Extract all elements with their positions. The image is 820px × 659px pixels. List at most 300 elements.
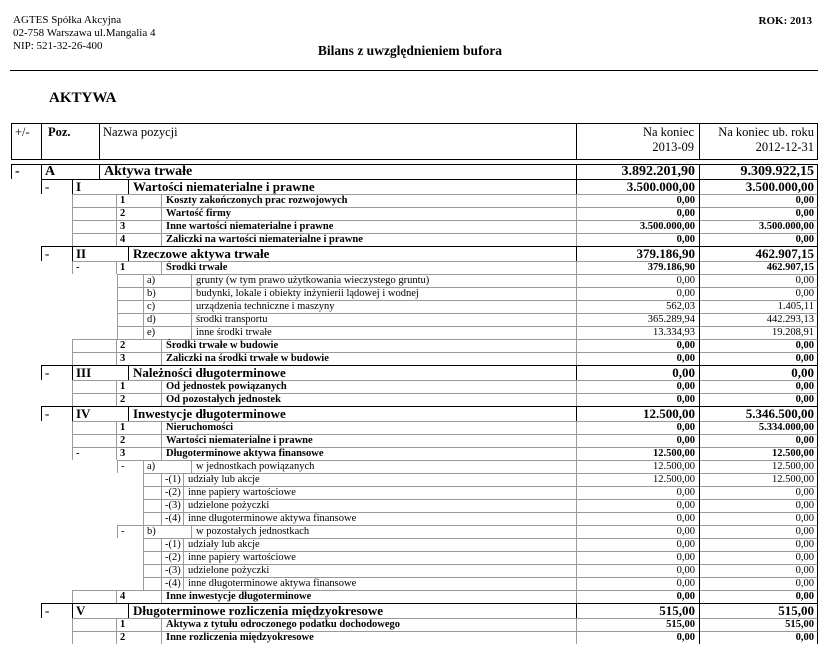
row-value-previous: 0,00 — [795, 275, 814, 286]
row-value-current: 12.500,00 — [653, 461, 695, 472]
header-name: Nazwa pozycji — [103, 125, 178, 139]
row-code: 2 — [120, 340, 126, 351]
row-label: Inwestycje długoterminowe — [133, 406, 286, 421]
table-row — [11, 406, 818, 421]
sep-label — [161, 380, 162, 393]
sep-code — [116, 421, 117, 434]
sep-code — [116, 393, 117, 406]
sep-label — [183, 551, 184, 564]
sep-label — [191, 313, 192, 326]
row-value-current: 13.334,93 — [653, 327, 695, 338]
sep-label — [183, 486, 184, 499]
row-code: -(3) — [165, 565, 181, 576]
row-code: -(4) — [165, 578, 181, 589]
report-year: ROK: 2013 — [758, 15, 812, 27]
row-label: Zaliczki na wartości niematerialne i prawne — [166, 234, 363, 245]
sep-label — [99, 164, 100, 179]
header-sign: +/- — [15, 125, 30, 139]
row-label: w pozostałych jednostkach — [196, 526, 310, 537]
sep-label — [161, 352, 162, 365]
row-sign — [121, 274, 142, 287]
table-row — [11, 380, 818, 393]
row-value-current: 0,00 — [676, 513, 695, 524]
row-label: Inne wartości niematerialne i prawne — [166, 221, 334, 232]
sep-code — [116, 434, 117, 447]
row-value-current: 12.500,00 — [653, 474, 695, 485]
table-row — [11, 246, 818, 261]
row-label: udziały lub akcje — [188, 474, 260, 485]
row-code: I — [76, 179, 82, 194]
row-value-current: 0,00 — [676, 632, 695, 643]
table-row — [11, 603, 818, 618]
row-label: w jednostkach powiązanych — [196, 461, 315, 472]
table-row — [11, 421, 818, 434]
sep-code — [161, 473, 162, 486]
row-sign: - — [76, 448, 80, 459]
row-value-current: 379.186,90 — [647, 262, 695, 273]
sep-code — [161, 564, 162, 577]
balance-table — [11, 123, 818, 659]
row-sign — [147, 564, 160, 577]
row-label: Długoterminowe aktywa finansowe — [166, 448, 324, 459]
row-value-previous: 0,00 — [795, 340, 814, 351]
row-label: Inne inwestycje długoterminowe — [166, 591, 312, 602]
table-row — [11, 551, 818, 564]
sep-label — [183, 564, 184, 577]
sep-code — [143, 460, 144, 473]
row-value-previous: 0,00 — [795, 381, 814, 392]
row-value-previous: 0,00 — [795, 578, 814, 589]
row-value-previous: 12.500,00 — [772, 461, 814, 472]
sep-label — [183, 538, 184, 551]
row-code: a) — [147, 461, 156, 472]
row-sign: - — [45, 406, 50, 421]
row-sign — [76, 421, 115, 434]
row-label: Koszty zakończonych prac rozwojowych — [166, 195, 348, 206]
row-label: Nieruchomości — [166, 422, 234, 433]
header-col1-line2: 2013-09 — [652, 140, 694, 154]
row-value-current: 0,00 — [676, 208, 695, 219]
row-code: III — [76, 365, 92, 380]
sep-label — [161, 434, 162, 447]
sep-code — [72, 406, 73, 421]
table-row — [11, 207, 818, 220]
row-sign — [76, 590, 115, 603]
row-value-previous: 0,00 — [795, 500, 814, 511]
row-code: 3 — [120, 353, 126, 364]
row-label: udzielone pożyczki — [188, 500, 270, 511]
row-sign — [147, 473, 160, 486]
row-value-previous: 0,00 — [795, 539, 814, 550]
sep-label — [161, 339, 162, 352]
row-code: 3 — [120, 221, 126, 232]
row-sign: - — [76, 262, 80, 273]
row-label: inne środki trwałe — [196, 327, 272, 338]
sep-code — [116, 447, 117, 460]
row-value-previous: 5.334.000,00 — [758, 422, 814, 433]
row-sign — [121, 313, 142, 326]
row-code: 4 — [120, 591, 126, 602]
row-value-previous: 0,00 — [795, 353, 814, 364]
row-sign: - — [45, 179, 50, 194]
sep-code — [116, 618, 117, 631]
row-value-previous: 0,00 — [795, 526, 814, 537]
header-sep-pos — [99, 123, 100, 159]
row-value-current: 365.289,94 — [647, 314, 695, 325]
row-label: budynki, lokale i obiekty inżynierii lądowej i wodnej — [196, 288, 419, 299]
sep-label — [128, 246, 129, 261]
sep-code — [116, 233, 117, 246]
row-sign — [76, 207, 115, 220]
row-value-current: 3.500.000,00 — [626, 179, 695, 194]
table-row — [11, 261, 818, 274]
row-value-current: 0,00 — [676, 275, 695, 286]
table-row — [11, 339, 818, 352]
table-row — [11, 233, 818, 246]
row-label: Inne rozliczenia międzyokresowe — [166, 632, 314, 643]
row-value-current: 3.500.000,00 — [639, 221, 695, 232]
row-value-current: 0,00 — [676, 500, 695, 511]
table-row — [11, 274, 818, 287]
sep-code — [161, 486, 162, 499]
sep-label — [191, 460, 192, 473]
row-label: Aktywa trwałe — [104, 164, 193, 179]
table-row — [11, 393, 818, 406]
table-row — [11, 287, 818, 300]
row-sign — [76, 618, 115, 631]
row-sign — [76, 220, 115, 233]
table-row — [11, 577, 818, 590]
table-row — [11, 631, 818, 644]
row-value-previous: 462.907,15 — [755, 246, 814, 261]
sep-code — [143, 313, 144, 326]
sep-code — [116, 220, 117, 233]
sep-code — [161, 551, 162, 564]
row-sign — [76, 352, 115, 365]
row-label: Od jednostek powiązanych — [166, 381, 287, 392]
row-code: b) — [147, 288, 156, 299]
sep-code — [116, 590, 117, 603]
sep-label — [191, 300, 192, 313]
row-value-current: 562,03 — [666, 301, 695, 312]
sep-code — [72, 365, 73, 380]
row-value-current: 515,00 — [659, 603, 695, 618]
sep-code — [143, 525, 144, 538]
sep-code — [72, 603, 73, 618]
row-code: IV — [76, 406, 91, 421]
row-value-previous: 0,00 — [795, 552, 814, 563]
row-sign — [76, 233, 115, 246]
sep-code — [72, 246, 73, 261]
row-label: Środki trwałe — [166, 262, 228, 273]
row-value-current: 0,00 — [676, 422, 695, 433]
sep-code — [116, 631, 117, 644]
row-sign — [76, 631, 115, 644]
sep-code — [161, 538, 162, 551]
sep-code — [116, 339, 117, 352]
row-value-previous: 1.405,11 — [777, 301, 814, 312]
row-code: c) — [147, 301, 156, 312]
row-sign — [76, 434, 115, 447]
sep-label — [161, 233, 162, 246]
row-value-previous: 3.500.000,00 — [745, 179, 814, 194]
row-value-current: 12.500,00 — [653, 448, 695, 459]
sep-code — [143, 300, 144, 313]
table-row — [11, 194, 818, 207]
row-value-previous: 0,00 — [795, 234, 814, 245]
row-value-previous: 0,00 — [791, 365, 814, 380]
row-label: Wartości niematerialne i prawne — [166, 435, 313, 446]
row-value-previous: 0,00 — [795, 513, 814, 524]
row-code: 1 — [120, 619, 126, 630]
row-code: 1 — [120, 422, 126, 433]
table-row — [11, 460, 818, 473]
row-code: b) — [147, 526, 156, 537]
table-row — [11, 352, 818, 365]
row-value-current: 3.892.201,90 — [621, 164, 695, 179]
row-code: 2 — [120, 208, 126, 219]
header-pos: Poz. — [48, 125, 71, 139]
row-sign — [121, 326, 142, 339]
row-sign: - — [45, 603, 50, 618]
row-value-current: 0,00 — [676, 195, 695, 206]
sep-code — [116, 261, 117, 274]
header-col2-line1: Na koniec ub. roku — [718, 125, 814, 139]
row-value-current: 0,00 — [676, 435, 695, 446]
row-sign — [76, 194, 115, 207]
table-row — [11, 365, 818, 380]
row-sign: - — [15, 164, 20, 179]
row-value-previous: 19.208,91 — [772, 327, 814, 338]
sep-code — [41, 164, 42, 179]
row-value-previous: 515,00 — [778, 603, 814, 618]
sep-label — [161, 631, 162, 644]
row-code: e) — [147, 327, 156, 338]
row-code: 2 — [120, 632, 126, 643]
row-value-current: 0,00 — [676, 565, 695, 576]
row-code: 2 — [120, 394, 126, 405]
sep-code — [161, 577, 162, 590]
row-value-previous: 0,00 — [795, 565, 814, 576]
sep-label — [191, 287, 192, 300]
sep-label — [183, 473, 184, 486]
table-row — [11, 525, 818, 538]
row-label: środki transportu — [196, 314, 268, 325]
row-sign — [76, 393, 115, 406]
row-label: Należności długoterminowe — [133, 365, 286, 380]
row-sign — [76, 380, 115, 393]
row-sign: - — [45, 246, 50, 261]
row-code: -(1) — [165, 539, 181, 550]
row-code: 1 — [120, 262, 126, 273]
row-label: Wartości niematerialne i prawne — [133, 179, 315, 194]
row-value-current: 0,00 — [676, 288, 695, 299]
table-row — [11, 313, 818, 326]
sep-label — [161, 194, 162, 207]
sep-label — [183, 577, 184, 590]
header-col2-line2: 2012-12-31 — [755, 140, 814, 154]
sep-label — [128, 406, 129, 421]
table-row — [11, 447, 818, 460]
row-value-current: 12.500,00 — [643, 406, 695, 421]
row-label: inne długoterminowe aktywa finansowe — [188, 513, 357, 524]
row-code: -(3) — [165, 500, 181, 511]
row-code: II — [76, 246, 87, 261]
row-value-previous: 462.907,15 — [766, 262, 814, 273]
row-label: Zaliczki na środki trwałe w budowie — [166, 353, 329, 364]
table-row — [11, 326, 818, 339]
row-label: Rzeczowe aktywa trwałe — [133, 246, 270, 261]
row-value-current: 0,00 — [676, 234, 695, 245]
table-row — [11, 512, 818, 525]
row-value-current: 0,00 — [676, 591, 695, 602]
row-code: 2 — [120, 435, 126, 446]
sep-code — [143, 274, 144, 287]
table-row — [11, 564, 818, 577]
sep-label — [161, 220, 162, 233]
row-sign: - — [121, 526, 125, 537]
table-row — [11, 300, 818, 313]
row-label: udzielone pożyczki — [188, 565, 270, 576]
section-title: AKTYWA — [49, 90, 117, 106]
row-value-current: 0,00 — [676, 340, 695, 351]
row-sign — [147, 512, 160, 525]
row-code: -(2) — [165, 487, 181, 498]
sep-label — [161, 207, 162, 220]
row-code: -(2) — [165, 552, 181, 563]
row-value-current: 0,00 — [676, 578, 695, 589]
header-sep-sign — [41, 123, 42, 159]
row-value-current: 0,00 — [676, 394, 695, 405]
table-row — [11, 434, 818, 447]
sep-code — [161, 512, 162, 525]
row-code: -(4) — [165, 513, 181, 524]
sep-code — [116, 207, 117, 220]
row-sign: - — [45, 365, 50, 380]
row-label: grunty (w tym prawo użytkowania wieczystego gruntu) — [196, 275, 430, 286]
row-value-current: 0,00 — [676, 381, 695, 392]
row-value-previous: 0,00 — [795, 487, 814, 498]
row-value-previous: 12.500,00 — [772, 448, 814, 459]
row-label: Od pozostałych jednostek — [166, 394, 281, 405]
header-col1-line1: Na koniec — [642, 125, 694, 139]
sep-label — [191, 274, 192, 287]
row-label: inne długoterminowe aktywa finansowe — [188, 578, 357, 589]
sep-label — [183, 512, 184, 525]
row-value-current: 0,00 — [676, 552, 695, 563]
report-title: Bilans z uwzględnieniem bufora — [317, 43, 503, 58]
row-value-previous: 12.500,00 — [772, 474, 814, 485]
sep-label — [161, 421, 162, 434]
row-label: inne papiery wartościowe — [188, 487, 296, 498]
table-row — [11, 499, 818, 512]
row-value-previous: 3.500.000,00 — [758, 221, 814, 232]
row-label: inne papiery wartościowe — [188, 552, 296, 563]
row-value-current: 0,00 — [676, 539, 695, 550]
row-value-current: 0,00 — [672, 365, 695, 380]
row-value-previous: 9.309.922,15 — [740, 164, 814, 179]
sep-code — [143, 287, 144, 300]
sep-code — [116, 194, 117, 207]
row-label: Długoterminowe rozliczenia międzyokresowe — [133, 603, 384, 618]
table-row — [11, 179, 818, 194]
row-sign — [147, 577, 160, 590]
sep-label — [161, 261, 162, 274]
row-value-previous: 0,00 — [795, 591, 814, 602]
company-name: AGTES Spółka Akcyjna — [13, 14, 122, 26]
sep-label — [161, 590, 162, 603]
table-row — [11, 473, 818, 486]
sep-label — [161, 447, 162, 460]
row-value-previous: 0,00 — [795, 435, 814, 446]
row-value-current: 0,00 — [676, 526, 695, 537]
sep-label — [183, 499, 184, 512]
row-sign — [147, 486, 160, 499]
row-code: 1 — [120, 381, 126, 392]
sep-code — [161, 499, 162, 512]
row-code: V — [76, 603, 86, 618]
table-row — [11, 538, 818, 551]
row-value-current: 379.186,90 — [636, 246, 695, 261]
row-code: a) — [147, 275, 156, 286]
row-value-previous: 0,00 — [795, 632, 814, 643]
row-code: A — [45, 164, 56, 179]
sep-label — [161, 618, 162, 631]
company-address: 02-758 Warszawa ul.Mangalia 4 — [13, 27, 156, 39]
sep-code — [143, 326, 144, 339]
row-value-previous: 0,00 — [795, 208, 814, 219]
sep-label — [128, 365, 129, 380]
sep-label — [161, 393, 162, 406]
row-sign — [147, 499, 160, 512]
row-value-previous: 0,00 — [795, 288, 814, 299]
row-value-previous: 442.293,13 — [766, 314, 814, 325]
sep-code — [116, 352, 117, 365]
sep-code — [116, 380, 117, 393]
row-sign — [121, 287, 142, 300]
row-value-previous: 0,00 — [795, 394, 814, 405]
sep-label — [128, 603, 129, 618]
sep-label — [191, 326, 192, 339]
row-sign — [147, 551, 160, 564]
row-value-previous: 0,00 — [795, 195, 814, 206]
row-sign — [121, 300, 142, 313]
row-label: urządzenia techniczne i maszyny — [196, 301, 335, 312]
sep-label — [128, 179, 129, 194]
row-label: Środki trwałe w budowie — [166, 340, 279, 351]
header-divider — [10, 70, 818, 71]
row-label: Wartość firmy — [166, 208, 232, 219]
row-code: -(1) — [165, 474, 181, 485]
table-row — [11, 164, 818, 179]
row-sign: - — [121, 461, 125, 472]
table-row — [11, 220, 818, 233]
table-row — [11, 618, 818, 631]
row-value-current: 0,00 — [676, 487, 695, 498]
row-sign — [76, 339, 115, 352]
sep-code — [72, 179, 73, 194]
table-row — [11, 486, 818, 499]
company-nip: NIP: 521-32-26-400 — [13, 40, 103, 52]
sep-label — [191, 525, 192, 538]
row-value-previous: 5.346.500,00 — [745, 406, 814, 421]
row-code: 3 — [120, 448, 126, 459]
row-value-previous: 515,00 — [785, 619, 814, 630]
row-code: 1 — [120, 195, 126, 206]
row-code: d) — [147, 314, 156, 325]
row-value-current: 515,00 — [666, 619, 695, 630]
row-label: Aktywa z tytułu odroczonego podatku dochodowego — [166, 619, 401, 630]
